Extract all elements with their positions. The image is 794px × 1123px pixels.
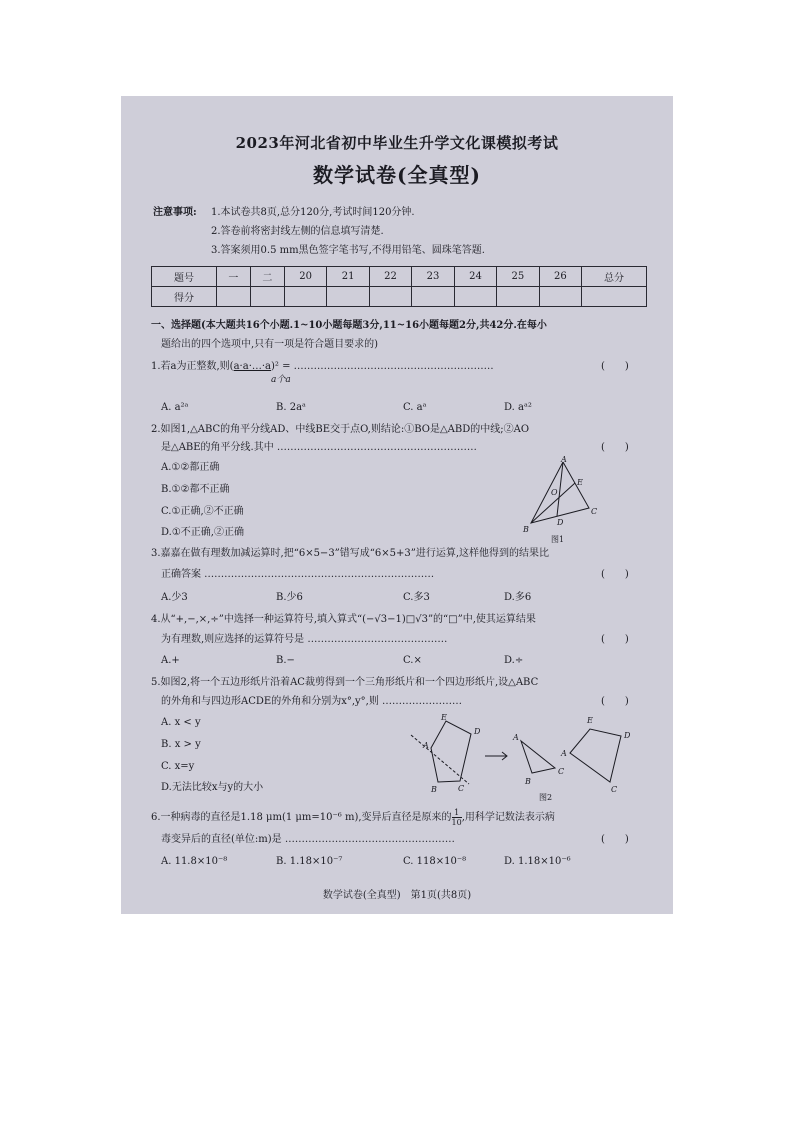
score-cell-blank: [369, 287, 411, 307]
question-3-line2: 正确答案 ……………………………………………………………: [161, 569, 435, 580]
score-table-cell: 总分: [582, 267, 647, 287]
score-table: [151, 266, 647, 307]
q1-underbrace-expr: a·a·…·a: [233, 361, 272, 372]
score-row-label: 得分: [152, 287, 217, 307]
fig1-label-d: D: [557, 518, 564, 527]
score-cell-blank: [539, 287, 581, 307]
q1-stem-a: 1.若a为正整数,则(: [151, 361, 234, 372]
figure-2-pentagon-cut: [403, 710, 643, 802]
q6-option-a: A. 11.8×10⁻⁸: [161, 856, 228, 867]
q6-option-b: B. 1.18×10⁻⁷: [276, 856, 343, 867]
section-heading: 一、选择题(本大题共16个小题.1~10小题每题3分,11~16小题每题2分,共42分.在每小: [151, 320, 547, 331]
answer-parentheses: ( ): [601, 634, 629, 645]
score-cell-blank: [497, 287, 539, 307]
score-cell-blank: [582, 287, 647, 307]
fig1-label-o: O: [551, 488, 558, 497]
fig2-tri-label-c: C: [558, 767, 565, 776]
page-footer: 数学试卷(全真型) 第1页(共8页): [322, 890, 472, 901]
score-table-header-row: [152, 267, 647, 287]
q1-dots: ……………………………………………………: [293, 361, 494, 372]
fig2-left-label-a: A: [423, 741, 429, 750]
answer-parentheses: ( ): [601, 361, 629, 372]
q2-option-d: D.①不正确,②正确: [161, 527, 244, 538]
question-5-line2: 的外角和与四边形ACDE的外角和分别为x°,y°,则 ……………………: [161, 696, 463, 707]
q6-line1-b: ,用科学记数法表示病: [461, 812, 555, 823]
fig1-label-e: E: [577, 478, 583, 487]
fig2-left-label-b: B: [431, 785, 437, 794]
fig2-left-label-c: C: [458, 784, 465, 793]
fig1-label-a: A: [561, 455, 567, 464]
question-6-line1: [151, 808, 555, 827]
q6-option-c: C. 118×10⁻⁸: [403, 856, 467, 867]
exam-page: [121, 96, 673, 914]
q6-fraction-denominator: 10: [451, 818, 462, 827]
score-table-cell: 一: [216, 267, 250, 287]
q1-option-c: C. aᵃ: [403, 402, 427, 413]
fig2-quad-label-d: D: [624, 731, 631, 740]
score-table-cell: 21: [327, 267, 369, 287]
notice-item: 2.答卷前将密封线左侧的信息填写清楚.: [211, 226, 384, 237]
q4-option-c: C.×: [403, 655, 422, 666]
question-1-stem: [151, 360, 494, 374]
fig1-label-c: C: [591, 507, 598, 516]
notice-item: 1.本试卷共8页,总分120分,考试时间120分钟.: [211, 207, 415, 218]
q4-option-b: B.−: [276, 655, 295, 666]
figure-2-caption: 图2: [539, 793, 553, 802]
score-cell-blank: [412, 287, 454, 307]
q1-stem-b: )² =: [271, 361, 294, 372]
question-5-line1: 5.如图2,将一个五边形纸片沿着AC裁剪得到一个三角形纸片和一个四边形纸片,设△ABC: [151, 677, 539, 688]
score-table-score-row: [152, 287, 647, 307]
q6-option-d: D. 1.18×10⁻⁶: [504, 856, 571, 867]
q2-option-a: A.①②都正确: [161, 462, 220, 473]
score-cell-blank: [284, 287, 326, 307]
figure-1-triangle: [517, 454, 603, 546]
q3-option-a: A.少3: [161, 592, 188, 603]
score-table-cell: 22: [369, 267, 411, 287]
score-table-cell: 26: [539, 267, 581, 287]
q5-option-d: D.无法比较x与y的大小: [161, 782, 264, 793]
q2-option-c: C.①正确,②不正确: [161, 506, 244, 517]
q4-option-a: A.+: [161, 655, 180, 666]
section-heading-cont: 题给出的四个选项中,只有一项是符合题目要求的): [161, 339, 379, 350]
score-table-cell: 25: [497, 267, 539, 287]
question-4-line1: 4.从“+,−,×,÷”中选择一种运算符号,填入算式“(−√3−1)□√3”的“□”中,使其运算结果: [151, 614, 536, 625]
q3-option-d: D.多6: [504, 592, 532, 603]
exam-title: 2023年河北省初中毕业生升学文化课模拟考试: [235, 134, 559, 152]
q1-option-d: D. aᵃ²: [504, 402, 532, 413]
figure-1-caption: 图1: [551, 535, 565, 544]
question-2-line2: 是△ABE的角平分线.其中 ……………………………………………………: [161, 442, 477, 453]
q3-option-c: C.多3: [403, 592, 430, 603]
fig2-quad-label-e: E: [587, 716, 593, 725]
answer-parentheses: ( ): [601, 696, 629, 707]
question-3-line1: 3.嘉嘉在做有理数加减运算时,把“6×5−3”错写成“6×5+3”进行运算,这样他得到的结果比: [151, 548, 550, 559]
notice-item: 3.答案须用0.5 mm黑色签字笔书写,不得用铅笔、圆珠笔答题.: [211, 245, 485, 256]
answer-parentheses: ( ): [601, 569, 629, 580]
q4-option-d: D.÷: [504, 655, 524, 666]
q3-option-b: B.少6: [276, 592, 303, 603]
q2-option-b: B.①②都不正确: [161, 484, 230, 495]
notice-label: 注意事项:: [153, 207, 197, 218]
fig2-tri-label-a: A: [513, 733, 519, 742]
fig2-quad-label-a: A: [561, 749, 567, 758]
score-table-cell: 24: [454, 267, 496, 287]
q6-fraction-numerator: 1: [452, 808, 462, 818]
score-cell-blank: [327, 287, 369, 307]
score-table-cell: 题号: [152, 267, 217, 287]
q6-line1-a: 6.一种病毒的直径是1.18 μm(1 μm=10⁻⁶ m),变异后直径是原来的: [151, 812, 452, 823]
q1-option-b: B. 2aᵃ: [276, 402, 306, 413]
q5-option-c: C. x=y: [161, 761, 195, 772]
q1-brace-label: a个a: [271, 375, 291, 385]
q6-fraction: [452, 808, 462, 827]
q5-option-a: A. x < y: [161, 717, 201, 728]
score-cell-blank: [250, 287, 284, 307]
fig2-left-label-d: D: [474, 727, 481, 736]
fig2-tri-label-b: B: [525, 777, 531, 786]
score-cell-blank: [454, 287, 496, 307]
q5-option-b: B. x > y: [161, 739, 201, 750]
fig2-left-label-e: E: [441, 713, 447, 722]
question-2-line1: 2.如图1,△ABC的角平分线AD、中线BE交于点O,则结论:①BO是△ABD的中线;②AO: [151, 424, 530, 435]
q1-option-a: A. a²ᵃ: [161, 402, 189, 413]
score-cell-blank: [216, 287, 250, 307]
score-table-cell: 二: [250, 267, 284, 287]
exam-subtitle: 数学试卷(全真型): [313, 163, 481, 187]
answer-parentheses: ( ): [601, 442, 629, 453]
score-table-cell: 23: [412, 267, 454, 287]
score-table-cell: 20: [284, 267, 326, 287]
fig2-quad-label-c: C: [611, 785, 618, 794]
answer-parentheses: ( ): [601, 834, 629, 845]
fig1-label-b: B: [523, 525, 529, 534]
question-6-line2: 毒变异后的直径(单位:m)是 ……………………………………………: [161, 834, 455, 845]
question-4-line2: 为有理数,则应选择的运算符号是 ……………………………………: [161, 634, 448, 645]
